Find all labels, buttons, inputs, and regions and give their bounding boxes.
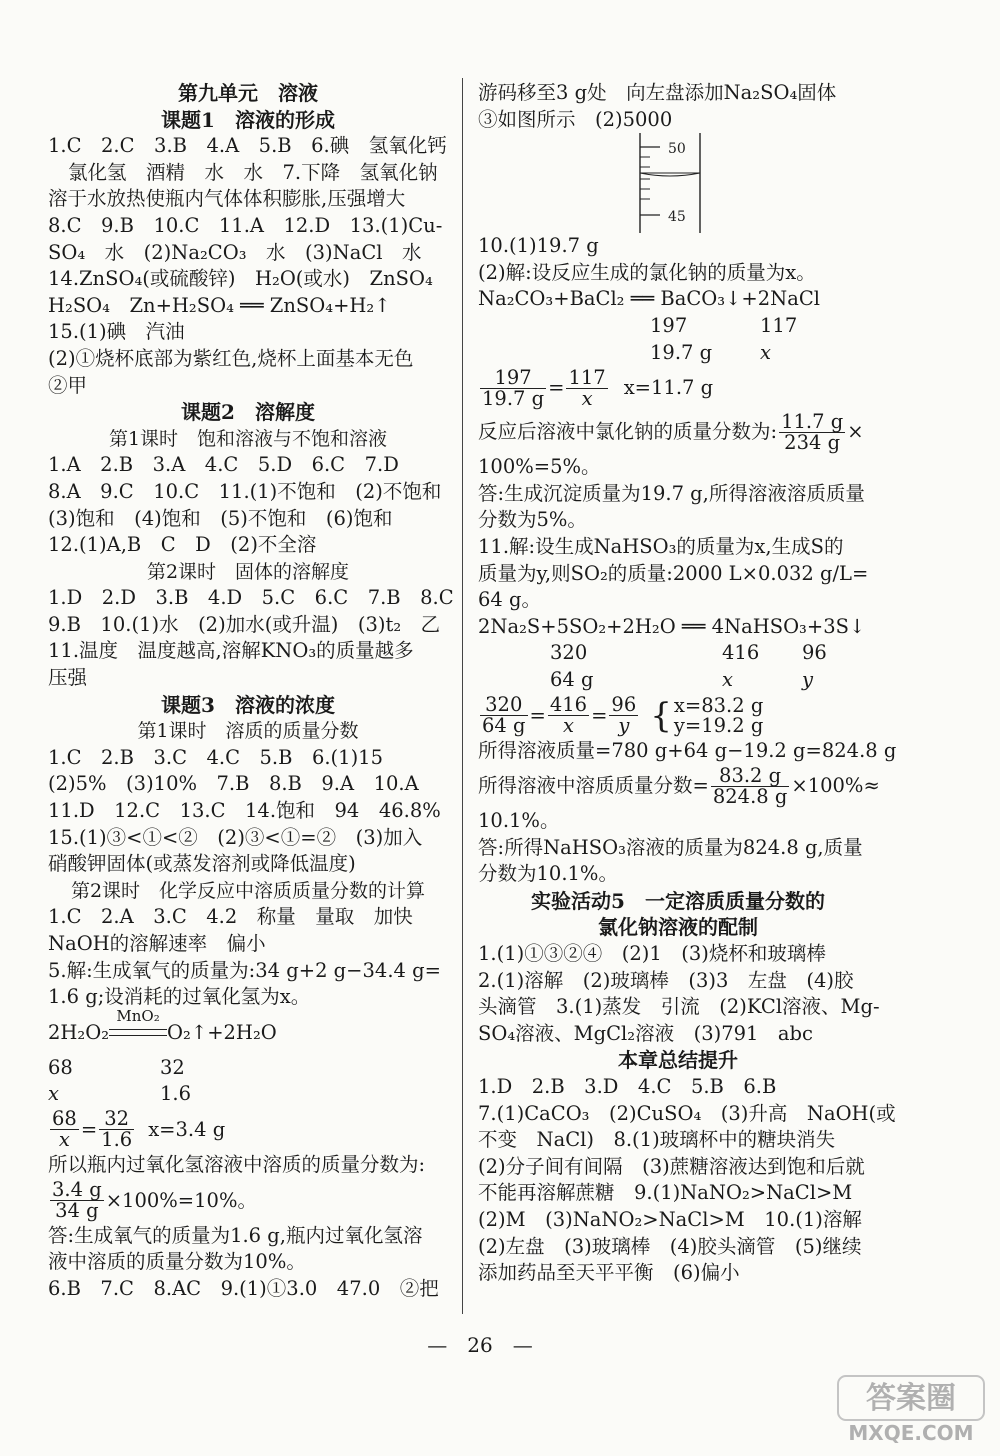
answer-line: 1.(1)①③②④ (2)1 (3)烧杯和玻璃棒 [478, 942, 826, 966]
equation-system: x=83.2 g y=19.2 g [673, 693, 764, 737]
mass-row: 64 g x y [550, 667, 814, 691]
answer-line: 1.6 g;设消耗的过氧化氢为x。 [48, 985, 311, 1009]
answer-line: 15.(1)碘 汽油 [48, 320, 185, 344]
watermark-url: MXQE.COM [848, 1421, 974, 1444]
lesson3-title: 第1课时 溶质的质量分数 [137, 720, 359, 743]
brace: { [650, 695, 672, 736]
answer-line: SO₄溶液、MgCl₂溶液 (3)791 abc [478, 1021, 813, 1045]
answer-line: 添加药品至天平平衡 (6)偏小 [478, 1261, 740, 1285]
fraction: $\frac{83.2 g}{824.8 g}$ [712, 763, 788, 808]
lesson3-answers [48, 745, 448, 878]
answer-line: 10.(1)19.7 g [478, 234, 599, 258]
mass-row: x 1.6 [48, 1082, 192, 1106]
fraction: $\frac{3.4 g}{34 g}$ [52, 1178, 102, 1223]
answer-line: 不变 NaCl) 8.(1)玻璃杯中的糖块消失 [478, 1128, 836, 1152]
fraction: $\frac{320}{64 g}$ [482, 693, 526, 737]
answer-line: 64 g。 [478, 588, 541, 612]
fraction: $\frac{96}{y}$ [611, 693, 637, 737]
proportion-line: $\frac{197}{19.7 g}$ = $\frac{117}{x}$ x=11.7 g [482, 365, 714, 410]
catalyst-arrow [109, 1007, 167, 1036]
column-divider [462, 78, 463, 1314]
answer-line: 14.ZnSO₄(或硫酸锌) H₂O(或水) ZnSO₄ [48, 267, 433, 291]
topic2-title: 课题2 溶解度 [181, 400, 315, 425]
answer-line: 11.解:设生成NaHSO₃的质量为x,生成S的 [478, 534, 844, 558]
answer-line: 2.(1)溶解 (2)玻璃棒 (3)3 左盘 (4)胶 [478, 968, 854, 992]
answer-line: 1.C 2.A 3.C 4.2 称量 量取 加快 [48, 905, 413, 929]
answer-line: 1.A 2.B 3.A 4.C 5.D 6.C 7.D [48, 453, 399, 477]
page-number: — 26 — [427, 1333, 533, 1357]
chemical-equation: Na₂CO₃+BaCl₂ ══ BaCO₃↓+2NaCl [478, 287, 820, 311]
proportion-line: $\frac{68}{x}$ = $\frac{32}{1.6}$ x=3.4 g [52, 1107, 226, 1152]
percentage-line [48, 1179, 448, 1223]
lesson4-answers [48, 904, 448, 1010]
answer-line: (2)M (3)NaNO₂>NaCl>M 10.(1)溶解 [478, 1208, 862, 1231]
fraction: $\frac{416}{x}$ [549, 693, 588, 737]
topic1-title: 课题1 溶液的形成 [161, 107, 335, 132]
equation-reactant: 2H₂O₂ [48, 1020, 110, 1044]
lesson2-title: 第2课时 固体的溶解度 [146, 560, 350, 583]
fraction: $\frac{68}{x}$ [52, 1107, 77, 1152]
answer-line: (2)5% (3)10% 7.B 8.B 9.A 10.A [48, 772, 419, 796]
watermark-logo [836, 1374, 986, 1444]
answer-line: 所以瓶内过氧化氢溶液中溶质的质量分数为: [48, 1152, 426, 1176]
answer-line: 9.B 10.(1)水 (2)加水(或升温) (3)t₂ 乙 [48, 612, 441, 636]
topic3-title: 课题3 溶液的浓度 [161, 692, 335, 717]
catalyst-label: MnO₂ [116, 1007, 160, 1026]
answer-line: 液中溶质的质量分数为10%。 [48, 1250, 306, 1274]
result: x=3.4 g [148, 1117, 226, 1141]
unit-title: 第九单元 溶液 [178, 81, 318, 105]
answer-line: 7.(1)CaCO₃ (2)CuSO₄ (3)升高 NaOH(或 [478, 1101, 896, 1125]
right-column [478, 80, 897, 1287]
percentage-line: 反应后溶液中氯化钠的质量分数为: $\frac{11.7 g}{234 g}$ × [478, 409, 864, 454]
watermark-text: 答案圈 [866, 1381, 956, 1416]
answer-line: 头滴管 3.(1)蒸发 引流 (2)KCl溶液、Mg- [478, 995, 880, 1019]
answer-line: 1.D 2.B 3.D 4.C 5.B 6.B [478, 1075, 777, 1099]
fraction: $\frac{117}{x}$ [568, 365, 606, 410]
answer-line: 不能再溶解蔗糖 9.(1)NaNO₂>NaCl>M [478, 1181, 853, 1205]
answer-line: 5.解:生成氧气的质量为:34 g+2 g−34.4 g= [48, 958, 441, 982]
answer-line: 氯化氢 酒精 水 水 7.下降 氢氧化钠 [68, 160, 438, 184]
answer-line: (3)饱和 (4)饱和 (5)不饱和 (6)饱和 [48, 506, 393, 530]
answer-line: 1.C 2.C 3.B 4.A 5.B 6.碘 氢氧化钙 [48, 134, 447, 158]
answer-line: 质量为y,则SO₂的质量:2000 L×0.032 g/L= [478, 561, 869, 585]
molar-mass-row: 68 32 [48, 1055, 185, 1079]
lesson4-title: 第2课时 化学反应中溶质质量分数的计算 [70, 879, 426, 902]
answer-line: (2)左盘 (3)玻璃棒 (4)胶头滴管 (5)继续 [478, 1234, 862, 1258]
fraction: $\frac{197}{19.7 g}$ [482, 365, 545, 410]
answer-line: 1.D 2.D 3.B 4.D 5.C 6.C 7.B 8.C [48, 586, 454, 610]
answer-line: ③如图所示 (2)5000 [478, 107, 673, 131]
result: ×100%=10%。 [105, 1188, 257, 1212]
answer-line: 分数为10.1%。 [478, 862, 618, 886]
summary-title: 本章总结提升 [618, 1048, 738, 1073]
answer-line: 15.(1)③<①<② (2)③<①=② (3)加入 [48, 825, 423, 849]
answer-line: 8.A 9.C 10.C 11.(1)不饱和 (2)不饱和 [48, 479, 442, 503]
answer-line: 12.(1)A,B C D (2)不全溶 [48, 533, 317, 557]
result: x=11.7 g [623, 376, 714, 400]
graduated-cylinder-figure [478, 133, 878, 233]
lesson2-answers [48, 585, 454, 691]
answer-line: 100%=5%。 [478, 455, 601, 479]
answer-line: SO₄ 水 (2)Na₂CO₃ 水 (3)NaCl 水 [48, 240, 422, 264]
answer-line: 压强 [48, 666, 88, 690]
proportion-line: $\frac{320}{64 g}$ = $\frac{416}{x}$ = $\frac{96}{y}$ { x=83.2 g y=19.2 g [482, 693, 764, 737]
answer-line: ②甲 [48, 373, 88, 397]
answer-line: 1.C 2.B 3.C 4.C 5.B 6.(1)15 [48, 745, 383, 769]
molar-mass-row: 197 117 [650, 313, 798, 337]
answer-line: NaOH的溶解速率 偏小 [48, 932, 266, 955]
molar-mass-row: 320 416 96 [550, 641, 827, 665]
answer-line: 11.D 12.C 13.C 14.饱和 94 46.8% [48, 799, 441, 823]
fraction: $\frac{11.7 g}{234 g}$ [781, 409, 844, 454]
answer-line: 11.温度 温度越高,溶解KNO₃的质量越多 [48, 639, 414, 663]
cylinder-drawing [638, 133, 718, 233]
answer-line: 溶于水放热使瓶内气体体积膨胀,压强增大 [48, 187, 406, 211]
mass-row: 19.7 g x [650, 340, 771, 364]
answer-line: H₂SO₄ Zn+H₂SO₄ ══ ZnSO₄+H₂↑ [48, 293, 391, 317]
answer-line: (2)解:设反应生成的氯化钠的质量为x。 [478, 260, 816, 284]
answer-line: (2)分子间有间隔 (3)蔗糖溶液达到饱和后就 [478, 1154, 865, 1178]
cylinder-mark-45: 45 [668, 209, 686, 226]
answer-line: 游码移至3 g处 向左盘添加Na₂SO₄固体 [478, 81, 837, 104]
fraction: $\frac{32}{1.6}$ [101, 1107, 133, 1152]
chemical-equation [48, 1007, 448, 1055]
cylinder-mark-50: 50 [668, 141, 686, 158]
answer-line: 6.B 7.C 8.AC 9.(1)①3.0 47.0 ②把 [48, 1276, 439, 1300]
answer-line: 答:生成氧气的质量为1.6 g,瓶内过氧化氢溶 [48, 1223, 423, 1247]
topic1-answers [48, 133, 448, 399]
experiment-title: 实验活动5 一定溶质质量分数的 [531, 888, 825, 913]
answer-line: 所得溶液质量=780 g+64 g−19.2 g=824.8 g [478, 738, 897, 762]
chemical-equation: 2Na₂S+5SO₂+2H₂O ══ 4NaHSO₃+3S↓ [478, 614, 866, 638]
lesson1-answers [48, 452, 448, 558]
answer-line: 答:生成沉淀质量为19.7 g,所得溶液溶质质量 [478, 481, 865, 505]
lesson1-title: 第1课时 饱和溶液与不饱和溶液 [108, 427, 388, 450]
experiment-subtitle: 氯化钠溶液的配制 [598, 915, 758, 940]
equation-products: O₂↑+2H₂O [167, 1020, 277, 1044]
answer-line: 8.C 9.B 10.C 11.A 12.D 13.(1)Cu- [48, 213, 443, 237]
left-column [48, 80, 454, 1302]
answer-line: (2)①烧杯底部为紫红色,烧杯上面基本无色 [48, 346, 414, 370]
answer-line: 硝酸钾固体(或蒸发溶剂或降低温度) [48, 852, 356, 876]
answer-line: 分数为5%。 [478, 508, 587, 532]
answer-line: 答:所得NaHSO₃溶液的质量为824.8 g,质量 [478, 835, 863, 859]
percentage-line: 所得溶液中溶质质量分数= $\frac{83.2 g}{824.8 g}$ ×100%≈ [478, 763, 880, 808]
answer-line: 10.1%。 [478, 809, 560, 833]
